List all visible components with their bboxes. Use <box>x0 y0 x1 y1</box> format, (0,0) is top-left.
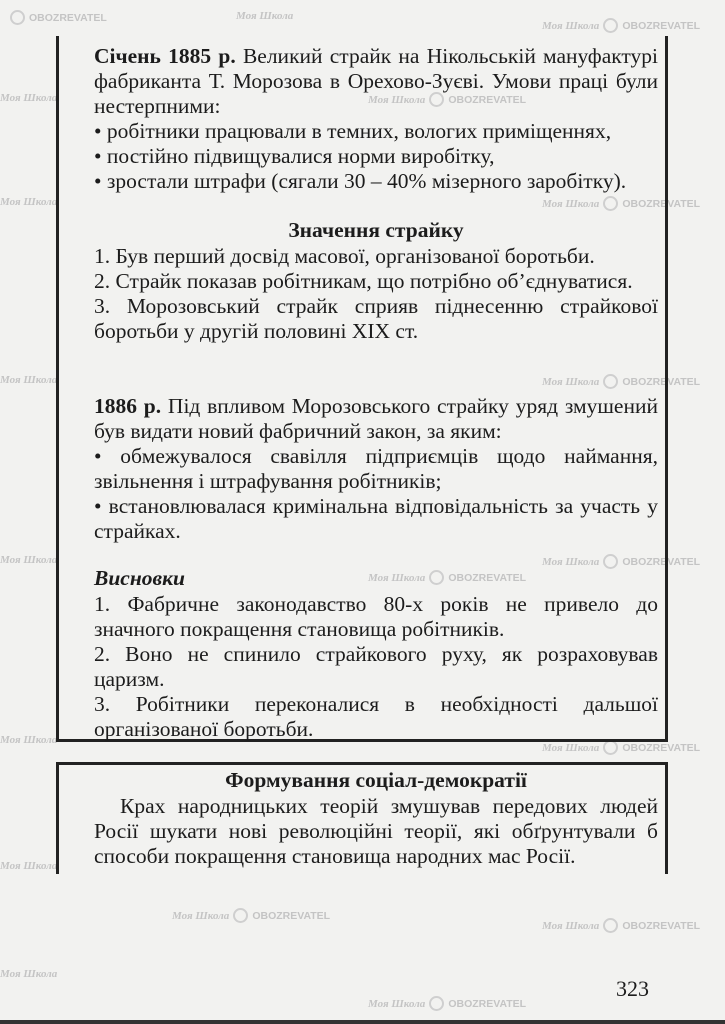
section-law-1886 <box>94 394 658 544</box>
heading-strike-significance: Значення страйку <box>288 218 464 242</box>
section-social-democracy <box>94 794 658 869</box>
watermark-text: Моя Школа <box>368 571 426 584</box>
watermark-logo-icon <box>233 908 248 923</box>
page-number: 323 <box>616 976 649 1001</box>
watermark-text: OBOZREVATEL <box>622 19 701 32</box>
law-1886-text: Під впливом Морозовського страйку уряд змушений був видати новий фабричний закон, за яким: <box>94 394 658 443</box>
social-democracy-text: Крах народницьких теорій змушував передових людей Росії шукати нові революційні теорії, які обґрунтували б способи покращення становища народних мас Росії. <box>94 794 658 868</box>
watermark-logo-icon <box>603 740 618 755</box>
bullet-item: • робітники працювали в темних, вологих приміщеннях, <box>94 119 612 143</box>
watermark-text: OBOZREVATEL <box>622 919 701 932</box>
watermark-logo-icon <box>603 18 618 33</box>
watermark-text: Моя Школа <box>542 555 600 568</box>
watermark-text: OBOZREVATEL <box>29 11 107 24</box>
watermark-text: OBOZREVATEL <box>622 741 701 754</box>
watermark-text: Моя Школа <box>0 374 58 386</box>
watermark-text: Моя Школа <box>542 19 600 32</box>
bullet-item: • встановлювалася кримінальна відповідальність за участь у страйках. <box>94 494 658 543</box>
watermark-text: Моя Школа <box>236 10 294 22</box>
watermark-text: Моя Школа <box>0 92 58 104</box>
list-item: 1. Був перший досвід масової, організованої боротьби. <box>94 244 595 268</box>
date-label-1886: 1886 р. <box>94 394 162 418</box>
bottom-rule <box>0 1020 725 1024</box>
watermark-text: OBOZREVATEL <box>622 375 701 388</box>
bullet-item: • постійно підвищувалися норми виробітку, <box>94 144 495 168</box>
watermark-text: OBOZREVATEL <box>252 909 331 922</box>
watermark-text: OBOZREVATEL <box>448 571 527 584</box>
date-label-1885: Січень 1885 р. <box>94 44 236 68</box>
list-item: 2. Воно не спинило страйкового руху, як розраховував царизм. <box>94 642 658 691</box>
watermark-logo-icon <box>603 918 618 933</box>
watermark-text: Моя Школа <box>542 741 600 754</box>
heading-social-democracy: Формування соціал-демократії <box>225 768 527 792</box>
heading-conclusions: Висновки <box>94 566 185 590</box>
watermark-text: Моя Школа <box>542 919 600 932</box>
section-strike-1885 <box>94 44 658 194</box>
bullet-item: • зростали штрафи (сягали 30 – 40% мізерного заробітку). <box>94 169 627 193</box>
bullet-item: • обмежувалося свавілля підприємців щодо наймання, звільнення і штрафування робітників; <box>94 444 658 493</box>
watermark-logo-icon <box>429 996 444 1011</box>
watermark-text: Моя Школа <box>172 909 230 922</box>
watermark-text: Моя Школа <box>0 860 58 872</box>
list-item: 3. Морозовський страйк сприяв піднесенню страйкової боротьби у другій половині XIX ст. <box>94 294 658 343</box>
list-item: 3. Робітники переконалися в необхідності дальшої організованої боротьби. <box>94 692 658 741</box>
watermark-text: Моя Школа <box>542 197 600 210</box>
watermark-text: OBOZREVATEL <box>622 197 701 210</box>
watermark-logo-icon <box>10 10 25 25</box>
watermark-text: Моя Школа <box>542 375 600 388</box>
watermark-text: Моя Школа <box>368 997 426 1010</box>
list-item: 1. Фабричне законодавство 80-х років не привело до значного покращення становища робітників. <box>94 592 658 641</box>
law-1886-intro <box>94 394 658 444</box>
watermark-text: Моя Школа <box>0 554 58 566</box>
watermark-text: Моя Школа <box>0 734 58 746</box>
list-item: 2. Страйк показав робітникам, що потрібно об’єднуватися. <box>94 269 633 293</box>
strike-1885-text: Великий страйк на Нікольській мануфактурі фабриканта Т. Морозова в Орехово-Зуєві. Умови праці були нестерпними: <box>94 44 658 118</box>
strike-1885-intro <box>94 44 658 119</box>
section-conclusions <box>94 592 658 742</box>
watermark-text: OBOZREVATEL <box>622 555 701 568</box>
watermark-text: OBOZREVATEL <box>448 93 527 106</box>
watermark-text: OBOZREVATEL <box>448 997 527 1010</box>
section-strike-significance <box>94 244 658 344</box>
watermark-text: Моя Школа <box>368 93 426 106</box>
watermark-text: Моя Школа <box>0 196 58 208</box>
watermark-text: Моя Школа <box>0 968 58 980</box>
